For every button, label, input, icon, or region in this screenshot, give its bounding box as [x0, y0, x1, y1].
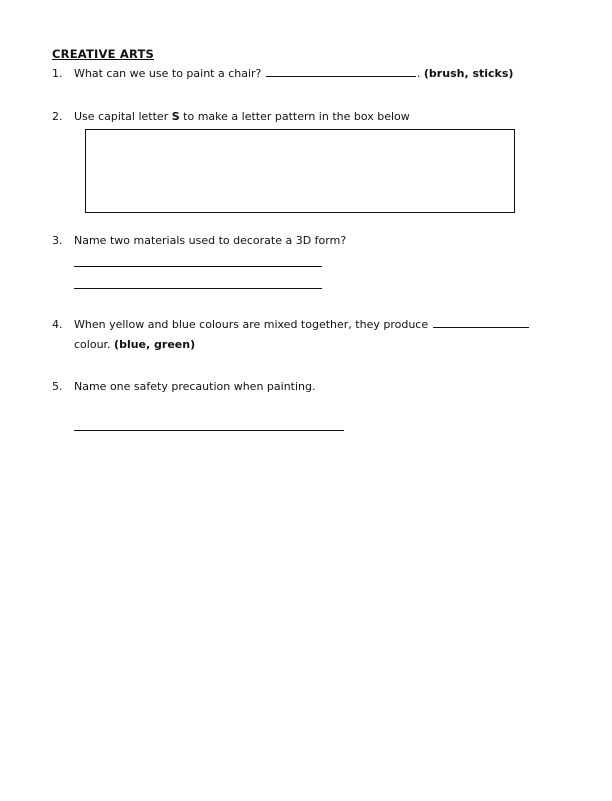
- capital-letter: S: [171, 110, 180, 123]
- question-number: 5.: [52, 380, 63, 393]
- question-text: When yellow and blue colours are mixed together, they produce: [74, 318, 429, 331]
- question-text: Name two materials used to decorate a 3D form?: [74, 234, 347, 247]
- answer-options: (blue, green): [114, 338, 196, 351]
- question-text-after: to make a letter pattern in the box below: [183, 110, 410, 123]
- answer-line-1[interactable]: [74, 266, 322, 267]
- answer-line[interactable]: [74, 430, 344, 431]
- question-2: [52, 107, 552, 126]
- question-3: [52, 231, 552, 250]
- question-text-continued: colour.: [74, 338, 111, 351]
- answer-blank[interactable]: [433, 315, 529, 328]
- question-4: [52, 315, 552, 334]
- question-number: 2.: [52, 110, 63, 123]
- question-number: 1.: [52, 67, 63, 80]
- question-5: [52, 377, 552, 396]
- question-text: What can we use to paint a chair?: [74, 67, 262, 80]
- question-text: Name one safety precaution when painting.: [74, 380, 316, 393]
- question-text-before: Use capital letter: [74, 110, 169, 123]
- letter-pattern-box[interactable]: [85, 129, 515, 213]
- answer-line-2[interactable]: [74, 288, 322, 289]
- section-title: CREATIVE ARTS: [52, 47, 155, 61]
- question-number: 3.: [52, 234, 63, 247]
- punctuation: .: [416, 67, 421, 80]
- question-4-line-2: [52, 335, 574, 354]
- answer-blank[interactable]: [266, 64, 416, 77]
- question-number: 4.: [52, 318, 63, 331]
- answer-options: (brush, sticks): [423, 67, 514, 80]
- question-1: [52, 64, 552, 83]
